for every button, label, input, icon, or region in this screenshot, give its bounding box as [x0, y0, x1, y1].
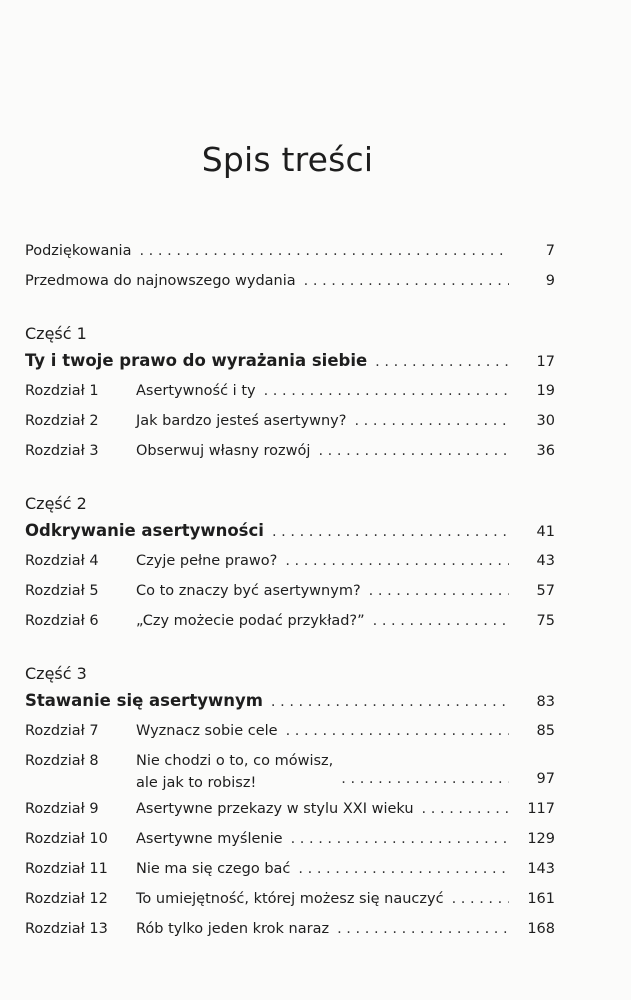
- chapter-title: To umiejętność, której możesz się nauczyć: [136, 891, 444, 907]
- page-title: Spis treści: [201, 140, 374, 180]
- leader-dots: [337, 914, 509, 944]
- toc-entry-chapter: [25, 914, 555, 944]
- chapter-title: Rób tylko jeden krok naraz: [136, 921, 330, 937]
- chapter-label: Rozdział 1: [25, 383, 99, 399]
- page-number: 43: [536, 553, 555, 569]
- toc-entry-chapter: [25, 376, 555, 406]
- page-number: 19: [536, 383, 555, 399]
- chapter-title: Asertywność i ty: [136, 383, 256, 399]
- leader-dots: [354, 406, 509, 436]
- leader-dots: [369, 576, 509, 606]
- chapter-label: Rozdział 6: [25, 613, 99, 629]
- table-of-contents: [25, 236, 555, 944]
- leader-dots: [298, 854, 509, 884]
- chapter-label: Rozdział 8: [25, 753, 99, 769]
- part-1-title-entry: [25, 346, 555, 376]
- part-2-title-entry: [25, 516, 555, 546]
- chapter-title-line2: ale jak to robisz!: [136, 775, 257, 791]
- leader-dots: [285, 546, 509, 576]
- page-number: 129: [527, 831, 555, 847]
- chapter-label: Rozdział 4: [25, 553, 99, 569]
- toc-entry-chapter: [25, 746, 555, 794]
- leader-dots: [375, 347, 509, 377]
- chapter-title: Asertywne przekazy w stylu XXI wieku: [136, 801, 414, 817]
- toc-entry-chapter: [25, 824, 555, 854]
- page-number: 9: [545, 273, 555, 289]
- page-number: 83: [536, 694, 555, 710]
- chapter-title: Nie chodzi o to, co mówisz,: [136, 753, 334, 769]
- part-title: Stawanie się asertywnym: [25, 691, 263, 710]
- leader-dots: [264, 376, 509, 406]
- page-number: 57: [536, 583, 555, 599]
- toc-entry-chapter: [25, 854, 555, 884]
- page-number: 75: [536, 613, 555, 629]
- chapter-label: Rozdział 9: [25, 801, 99, 817]
- toc-entry-preface: [25, 266, 555, 296]
- leader-dots: [318, 436, 509, 466]
- part-3-title-entry: [25, 686, 555, 716]
- part-3-label: Część 3: [25, 664, 87, 683]
- page-number: 161: [527, 891, 555, 907]
- page-number: 97: [536, 771, 555, 787]
- chapter-label: Rozdział 12: [25, 891, 108, 907]
- chapter-title: Wyznacz sobie cele: [136, 723, 278, 739]
- page-number: 30: [536, 413, 555, 429]
- toc-entry-chapter: [25, 576, 555, 606]
- part-2-label: Część 2: [25, 494, 87, 513]
- page-number: 117: [527, 801, 555, 817]
- chapter-label: Rozdział 10: [25, 831, 108, 847]
- leader-dots: [271, 687, 509, 717]
- chapter-title: Co to znaczy być asertywnym?: [136, 583, 361, 599]
- toc-entry-chapter: [25, 546, 555, 576]
- leader-dots: [452, 884, 509, 914]
- part-title: Odkrywanie asertywności: [25, 521, 264, 540]
- toc-entry-acknowledgements: [25, 236, 555, 266]
- chapter-label: Rozdział 11: [25, 861, 108, 877]
- chapter-title: Obserwuj własny rozwój: [136, 443, 311, 459]
- entry-title: Przedmowa do najnowszego wydania: [25, 273, 296, 289]
- toc-entry-chapter: [25, 436, 555, 466]
- chapter-label: Rozdział 5: [25, 583, 99, 599]
- chapter-title: Nie ma się czego bać: [136, 861, 291, 877]
- leader-dots: [341, 764, 509, 794]
- page-number: 36: [536, 443, 555, 459]
- leader-dots: [272, 517, 509, 547]
- page-number: 143: [527, 861, 555, 877]
- page-number: 7: [545, 243, 555, 259]
- leader-dots: [422, 794, 509, 824]
- toc-entry-chapter: [25, 406, 555, 436]
- chapter-label: Rozdział 2: [25, 413, 99, 429]
- leader-dots: [139, 236, 509, 266]
- chapter-label: Rozdział 13: [25, 921, 108, 937]
- chapter-label: Rozdział 3: [25, 443, 99, 459]
- part-1-label: Część 1: [25, 324, 87, 343]
- part-title: Ty i twoje prawo do wyrażania siebie: [25, 351, 368, 370]
- chapter-title: Jak bardzo jesteś asertywny?: [136, 413, 347, 429]
- page-number: 168: [527, 921, 555, 937]
- entry-title: Podziękowania: [25, 243, 132, 259]
- chapter-title: Asertywne myślenie: [136, 831, 283, 847]
- leader-dots: [373, 606, 509, 636]
- page-number: 41: [536, 524, 555, 540]
- chapter-label: Rozdział 7: [25, 723, 99, 739]
- toc-entry-chapter: [25, 606, 555, 636]
- leader-dots: [304, 266, 509, 296]
- chapter-title: Czyje pełne prawo?: [136, 553, 278, 569]
- toc-entry-chapter: [25, 794, 555, 824]
- page-number: 85: [536, 723, 555, 739]
- leader-dots: [286, 716, 509, 746]
- toc-entry-chapter: [25, 716, 555, 746]
- page-number: 17: [536, 354, 555, 370]
- toc-entry-chapter: [25, 884, 555, 914]
- leader-dots: [291, 824, 509, 854]
- chapter-title: „Czy możecie podać przykład?”: [136, 613, 365, 629]
